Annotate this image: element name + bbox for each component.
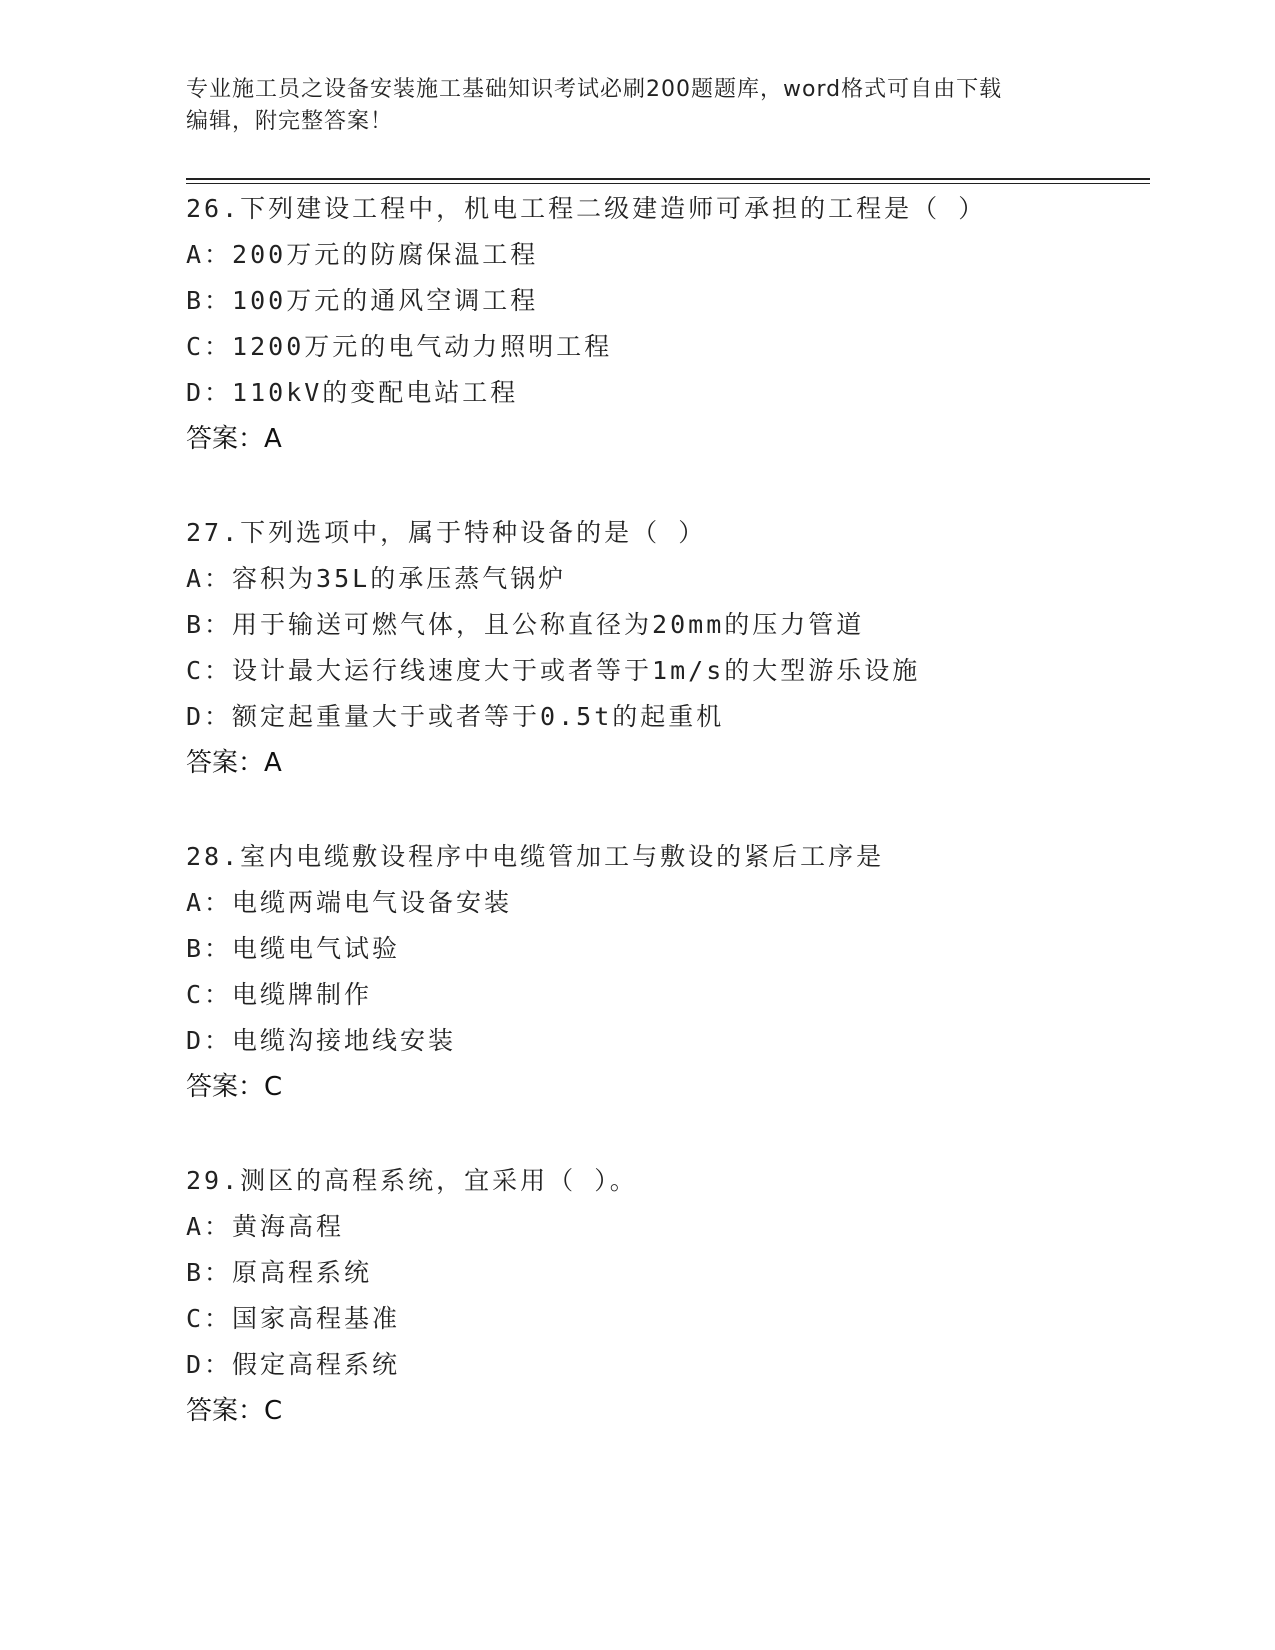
question-stem: 27.下列选项中，属于特种设备的是（ ）: [186, 518, 707, 547]
answer: [186, 1064, 1146, 1110]
option-c: C：1200万元的电气动力照明工程: [186, 332, 613, 361]
option-c: C：电缆牌制作: [186, 980, 373, 1009]
question-stem: 28.室内电缆敷设程序中电缆管加工与敷设的紧后工序是: [186, 842, 885, 871]
option-d: D：假定高程系统: [186, 1350, 401, 1379]
question-stem: 29.测区的高程系统，宜采用（ ）。: [186, 1166, 638, 1195]
option-a: A：200万元的防腐保温工程: [186, 240, 539, 269]
answer-label: 答案：: [186, 748, 265, 778]
header-divider-thick: [186, 178, 1150, 180]
answer-value: A: [264, 424, 282, 454]
option-b: B：100万元的通风空调工程: [186, 286, 539, 315]
answer: [186, 740, 1146, 786]
option-d: D：额定起重量大于或者等于0.5t的起重机: [186, 702, 725, 731]
question-block: [186, 186, 1146, 462]
option-c: C：国家高程基准: [186, 1304, 401, 1333]
answer: [186, 416, 1146, 462]
question-block: [186, 1158, 1146, 1434]
question-block: [186, 834, 1146, 1110]
answer-label: 答案：: [186, 424, 265, 454]
option-b: B：用于输送可燃气体，且公称直径为20mm的压力管道: [186, 610, 865, 639]
option-a: A：黄海高程: [186, 1212, 345, 1241]
question-stem: 26.下列建设工程中，机电工程二级建造师可承担的工程是（ ）: [186, 194, 987, 223]
option-a: A：电缆两端电气设备安装: [186, 888, 513, 917]
option-b: B：电缆电气试验: [186, 934, 401, 963]
document-header: 专业施工员之设备安装施工基础知识考试必刷200题题库，word格式可自由下载 编辑，附完整答案！: [186, 77, 1003, 134]
answer-label: 答案：: [186, 1072, 265, 1102]
option-d: D：电缆沟接地线安装: [186, 1026, 457, 1055]
answer-label: 答案：: [186, 1396, 265, 1426]
option-b: B：原高程系统: [186, 1258, 373, 1287]
answer: [186, 1388, 1146, 1434]
question-block: [186, 510, 1146, 786]
option-d: D：110kV的变配电站工程: [186, 378, 519, 407]
option-c: C：设计最大运行线速度大于或者等于1m/s的大型游乐设施: [186, 656, 921, 685]
answer-value: C: [264, 1396, 283, 1426]
option-a: A：容积为35L的承压蒸气锅炉: [186, 564, 567, 593]
answer-value: C: [264, 1072, 283, 1102]
answer-value: A: [264, 748, 282, 778]
header-divider-thin: [186, 183, 1150, 184]
